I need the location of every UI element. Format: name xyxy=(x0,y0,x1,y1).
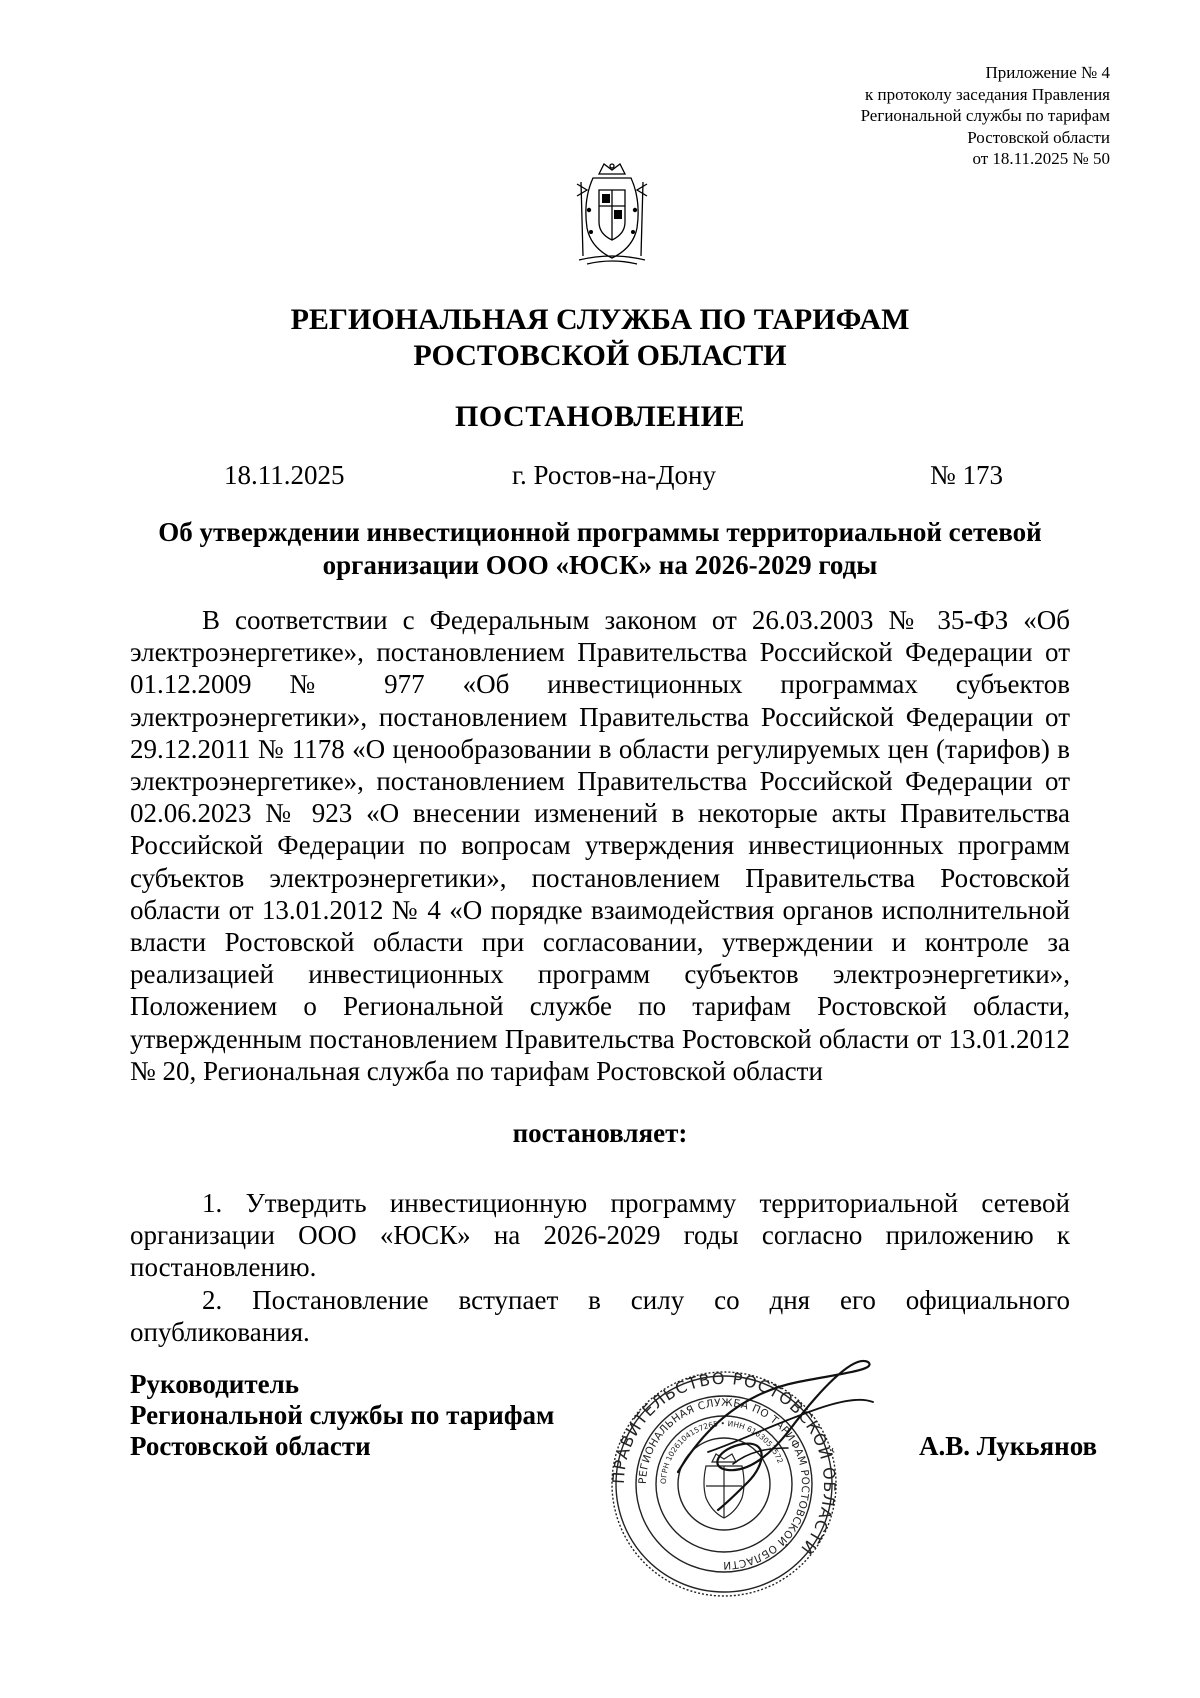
decision-item: 1. Утвердить инвестиционную программу территориальной сетевой организации ООО «ЮСК» на 2026-2029 годы согласно приложению к постановлению. xyxy=(130,1188,1070,1283)
document-type: ПОСТАНОВЛЕНИЕ xyxy=(455,400,745,433)
signatory-title-line: Руководитель xyxy=(130,1369,300,1399)
coat-of-arms-icon xyxy=(569,160,655,270)
signatory-title-line: Региональной службы по тарифам xyxy=(130,1400,555,1430)
annex-note xyxy=(861,62,1110,170)
handwritten-signature-icon xyxy=(648,1352,898,1522)
annex-line: Ростовской области xyxy=(967,127,1110,147)
signatory-title xyxy=(130,1369,554,1462)
document-date: 18.11.2025 xyxy=(224,460,345,490)
decision-heading: постановляет: xyxy=(512,1118,688,1148)
annex-line: Приложение № 4 xyxy=(985,63,1110,82)
preamble-paragraph: В соответствии с Федеральным законом от 26.03.2003 № 35-ФЗ «Об электроэнергетике», постановлением Правительства Российской Федерации от 01.12.2009 № 977 «Об инвестиционных программах субъектов электроэнергетики», постановлением Правительства Российской Федерации от 29.12.2011 № 1178 «О ценообразовании в области регулируемых цен (тарифов) в электроэнергетике», постановлением Правительства Российской Федерации от 02.06.2023 № 923 «О внесении изменений в некоторые акты Правительства Российской Федерации по вопросам утверждения инвестиционных программ субъектов электроэнергетики», постановлением Правительства Ростовской области от 13.01.2012 № 4 «О порядке взаимодействия органов исполнительной власти Ростовской области при согласовании, утверждении и контроле за реализацией инвестиционных программ субъектов электроэнергетики», Положением о Региональной службе по тарифам Ростовской области, утвержденным постановлением Правительства Ростовской области от 13.01.2012 № 20, Региональная служба по тарифам Ростовской области xyxy=(130,605,1070,1086)
document-city: г. Ростов-на-Дону xyxy=(512,460,717,490)
decision-item: 2. Постановление вступает в силу со дня его официального опубликования. xyxy=(130,1285,1070,1348)
seal-outer-text: ПРАВИТЕЛЬСТВО РОСТОВСКОЙ ОБЛАСТИ xyxy=(608,1368,840,1559)
annex-line: к протоколу заседания Правления xyxy=(865,84,1110,104)
signatory-name: А.В. Лукьянов xyxy=(919,1431,1098,1461)
organization-name-line2: РОСТОВСКОЙ ОБЛАСТИ xyxy=(413,339,787,372)
organization-name-line1: РЕГИОНАЛЬНАЯ СЛУЖБА ПО ТАРИФАМ xyxy=(290,303,910,336)
document-subject: Об утверждении инвестиционной программы территориальной сетевой организации ООО «ЮСК» на 2026-2029 годы xyxy=(158,517,1042,580)
signatory-title-line: Ростовской области xyxy=(130,1431,371,1461)
annex-line: Региональной службы по тарифам xyxy=(860,106,1110,125)
seal-inner-text: РЕГИОНАЛЬНАЯ СЛУЖБА ПО ТАРИФАМ РОСТОВСКОЙ ОБЛАСТИ xyxy=(636,1396,812,1572)
seal-id-text: ОГРН 1026104157265 • ИНН 6163053572 xyxy=(658,1418,785,1485)
document-number: № 173 xyxy=(930,460,1004,490)
annex-line: от 18.11.2025 № 50 xyxy=(972,149,1110,168)
